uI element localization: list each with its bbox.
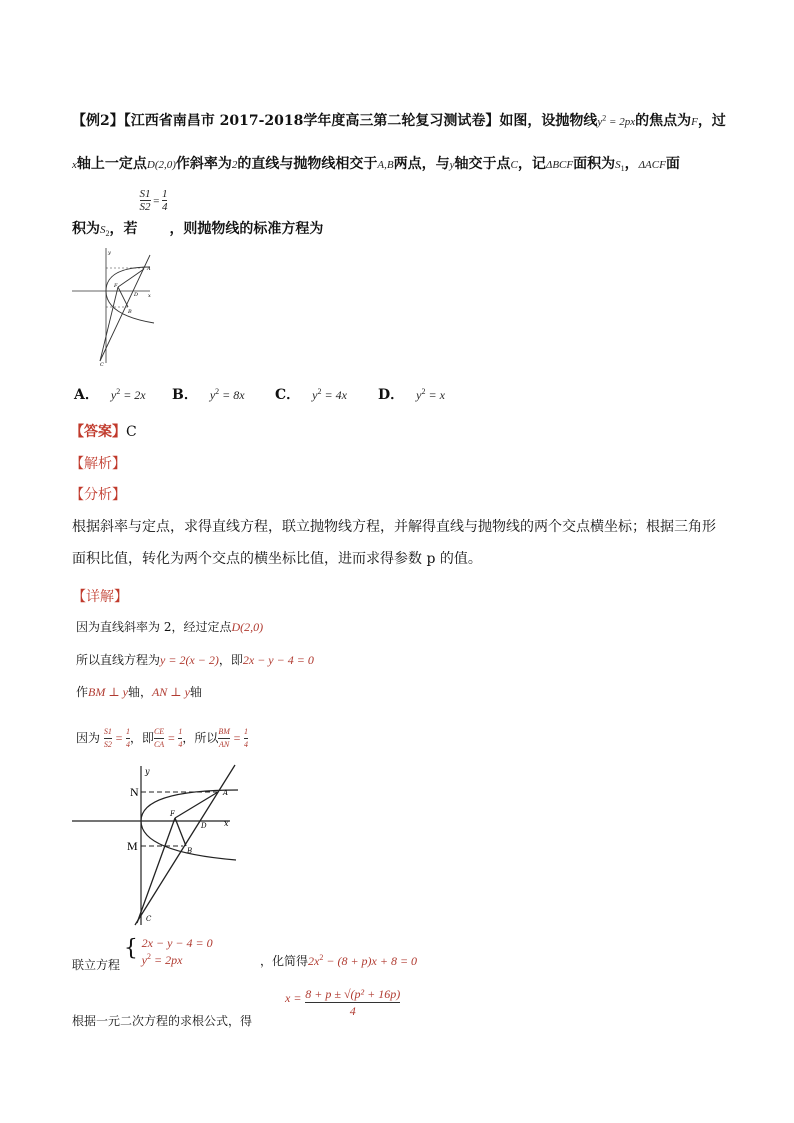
fig-label-x: x xyxy=(148,293,151,299)
line-fa xyxy=(118,269,144,287)
frac-bm-an: $\frac{BM}{AN}$ xyxy=(218,727,230,749)
text: ，若 xyxy=(109,220,138,237)
text: ，过 xyxy=(697,113,726,129)
text: 的焦点为 xyxy=(635,113,692,129)
detail-line-1: 因为直线斜率为 2，经过定点D(2,0) xyxy=(76,620,264,634)
problem-line-3 xyxy=(72,188,324,238)
option-a[interactable]: A． $y^2 = 2x$ xyxy=(74,387,146,403)
root-fraction: $\frac{\text{8 + p ± √(p² + 16p)}}{4}$ xyxy=(305,987,401,1018)
fig-label-b: B xyxy=(187,847,193,855)
fig-label-y: y xyxy=(108,250,111,256)
line-cf xyxy=(100,287,118,361)
option-c[interactable]: C． $y^2 = 4x$ xyxy=(275,387,347,403)
option-c-eq: $y^2 = 4x$ xyxy=(312,387,347,402)
detail-line-3: 作BM ⊥ y轴，AN ⊥ y轴 xyxy=(76,685,202,699)
points-ab: A,B xyxy=(377,159,394,171)
fig-label-n: N xyxy=(130,785,139,799)
source-tag: 【江西省南昌市 2017-2018学年度高三第二轮复习测试卷】 xyxy=(123,113,500,129)
answer-value: C xyxy=(126,424,137,440)
analysis-label: 【解析】 xyxy=(70,456,126,472)
x-symbol: x xyxy=(72,159,77,171)
frac-1-4-a: $\frac{1}{4}$ xyxy=(125,727,130,749)
fig-label-a: A xyxy=(223,789,229,797)
text: 面积为 xyxy=(573,156,616,172)
ratio-fraction: $\frac{S1}{S2}$ xyxy=(139,188,151,213)
fig-label-f: F xyxy=(114,283,118,289)
text: 两点，与 xyxy=(393,156,450,172)
large-parabola-figure xyxy=(70,760,250,930)
triangle-bcf: ΔBCF xyxy=(545,159,574,171)
text: 如图，设抛物线 xyxy=(499,113,598,129)
small-parabola-figure xyxy=(70,245,160,367)
equation-system: 2x − y − 4 = 0 $y^2 = 2px$ xyxy=(141,936,213,967)
fig-label-b: B xyxy=(128,309,132,315)
fig-label-x: x xyxy=(224,819,229,828)
detail-label: 【详解】 xyxy=(72,589,128,605)
slope-value: 2 xyxy=(231,159,238,171)
line-fb xyxy=(118,287,128,307)
focus-symbol: F xyxy=(691,116,698,128)
frac-1-4-b: $\frac{1}{4}$ xyxy=(178,727,183,749)
detail-line-6: 根据一元二次方程的求根公式，得 xyxy=(72,1014,253,1028)
fig-label-m: M xyxy=(127,839,138,853)
equals: = xyxy=(152,195,160,208)
answer-row xyxy=(70,421,137,441)
text: 面 xyxy=(665,156,680,172)
line-cd xyxy=(100,255,150,361)
point-d: D(2,0) xyxy=(146,159,176,171)
detail-line-4: 因为 $\frac{S1}{S2}$ = $\frac{1}{4}$ ，即 $\frac{CE}{CA}$ = $\frac{1}{4}$ ，所以 $\frac{BM}{AN}$ = $\frac{1}{4}$ xyxy=(76,727,248,749)
fig-label-d: D xyxy=(134,292,139,298)
brace: { xyxy=(123,936,138,961)
answer-label: 【答案】 xyxy=(70,424,126,440)
problem-line-1 xyxy=(72,110,726,130)
option-d[interactable]: D． $y^2 = x$ xyxy=(378,387,445,403)
detail-line-5b: ，化简得$2x^2 - (8 + p)x + 8 = 0$ xyxy=(260,953,418,968)
root-formula: x = $\frac{\text{8 + p ± √(p² + 16p)}}{4}$ xyxy=(285,987,401,1018)
text: ，记 xyxy=(517,156,546,172)
option-d-eq: $y^2 = x$ xyxy=(416,387,445,402)
frac-s1s2: $\frac{S1}{S2}$ xyxy=(103,727,112,749)
fig-label-y: y xyxy=(145,767,150,776)
s1-symbol: $S_1$ xyxy=(615,159,625,174)
option-b[interactable]: B． $y^2 = 8x$ xyxy=(172,387,245,403)
fig-label-a: A xyxy=(147,266,151,272)
option-b-eq: $y^2 = 8x$ xyxy=(209,387,245,402)
point-c: C xyxy=(510,159,518,171)
fig-label-c: C xyxy=(146,915,152,923)
text: 的直线与抛物线相交于 xyxy=(237,156,378,172)
example-tag: 【例2】 xyxy=(72,113,124,129)
frac-ce-ca: $\frac{CE}{CA}$ xyxy=(153,727,165,749)
detail-line-5: 联立方程 { 2x − y − 4 = 0 $y^2 = 2px$ xyxy=(72,936,213,972)
text: 轴上一定点 xyxy=(76,156,147,172)
fig-label-f: F xyxy=(170,810,175,818)
text: ， xyxy=(624,156,639,172)
frac-1-4-c: $\frac{1}{4}$ xyxy=(244,727,248,749)
text: 积为 xyxy=(72,220,100,237)
option-a-eq: $y^2 = 2x$ xyxy=(110,387,146,402)
fenxi-label: 【分析】 xyxy=(70,487,126,503)
ratio-value: $\frac{1}{4}$ xyxy=(161,188,168,213)
fig-label-c: C xyxy=(100,362,104,367)
fenxi-text-1: 根据斜率与定点，求得直线方程，联立抛物线方程，并解得直线与抛物线的两个交点横坐标；根据三角形 xyxy=(72,519,716,535)
fenxi-text-2: 面积比值，转化为两个交点的横坐标比值，进而求得参数 p 的值。 xyxy=(72,551,482,567)
detail-line-2: 所以直线方程为y = 2(x − 2)，即2x − y − 4 = 0 xyxy=(76,653,314,667)
text: 轴交于点 xyxy=(454,156,511,172)
problem-line-2 xyxy=(72,153,680,173)
y-symbol: y xyxy=(449,159,455,171)
line-fb xyxy=(175,818,186,846)
parabola-eq: $y^2 = 2px$ xyxy=(597,113,636,128)
triangle-acf: ΔACF xyxy=(638,159,666,171)
fig-label-d: D xyxy=(201,822,207,830)
text: ，则抛物线的标准方程为 xyxy=(169,220,324,237)
text: 作斜率为 xyxy=(175,156,232,172)
s2-symbol: S2 xyxy=(100,223,110,238)
line-fa xyxy=(175,792,218,818)
